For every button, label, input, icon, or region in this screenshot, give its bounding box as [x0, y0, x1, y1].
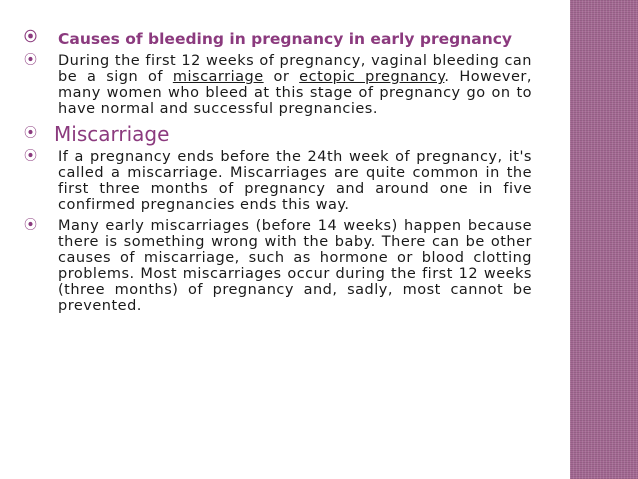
slide-content [24, 30, 532, 319]
para1-text-b: or [263, 69, 300, 85]
paragraph-early-bleeding [24, 53, 532, 117]
heading-miscarriage [24, 122, 532, 146]
bullet-icon: ⦿ [24, 30, 38, 45]
paragraph-early-bleeding-text [58, 53, 532, 117]
bullet-icon: ⦿ [24, 218, 38, 233]
paragraph-miscarriage-causes [24, 218, 532, 314]
heading-causes [24, 30, 532, 48]
ectopic-pregnancy-link[interactable]: ectopic pregnancy [299, 69, 445, 85]
bullet-icon: ⦿ [24, 149, 38, 164]
para1-text-a: During the first 12 weeks of pregnancy, vaginal bleeding can be a sign of [58, 53, 532, 85]
paragraph-miscarriage-definition [24, 149, 532, 213]
paragraph-miscarriage-definition-text: If a pregnancy ends before the 24th week of pregnancy, it's called a miscarriage. Miscarriages are quite common in the first three months of pregnancy and around one in five confirmed pregnancies ends this way. [58, 149, 532, 213]
para1-text-c: . However, many women who bleed at this stage of pregnancy go on to have normal and successful pregnancies. [58, 69, 532, 117]
miscarriage-link[interactable]: miscarriage [172, 69, 264, 85]
decorative-sidebar [570, 0, 638, 479]
heading-miscarriage-text: Miscarriage [54, 122, 170, 146]
bullet-icon: ⦿ [24, 53, 38, 68]
bullet-icon: ⦿ [24, 126, 38, 141]
paragraph-miscarriage-causes-text: Many early miscarriages (before 14 weeks) happen because there is something wrong with the baby. There can be other causes of miscarriage, such as hormone or blood clotting problems. Most miscarriages occur during the first 12 weeks (three months) of pregnancy and, sadly, most cannot be prevented. [58, 218, 532, 314]
heading-causes-text: Causes of bleeding in pregnancy in early pregnancy [58, 30, 513, 48]
